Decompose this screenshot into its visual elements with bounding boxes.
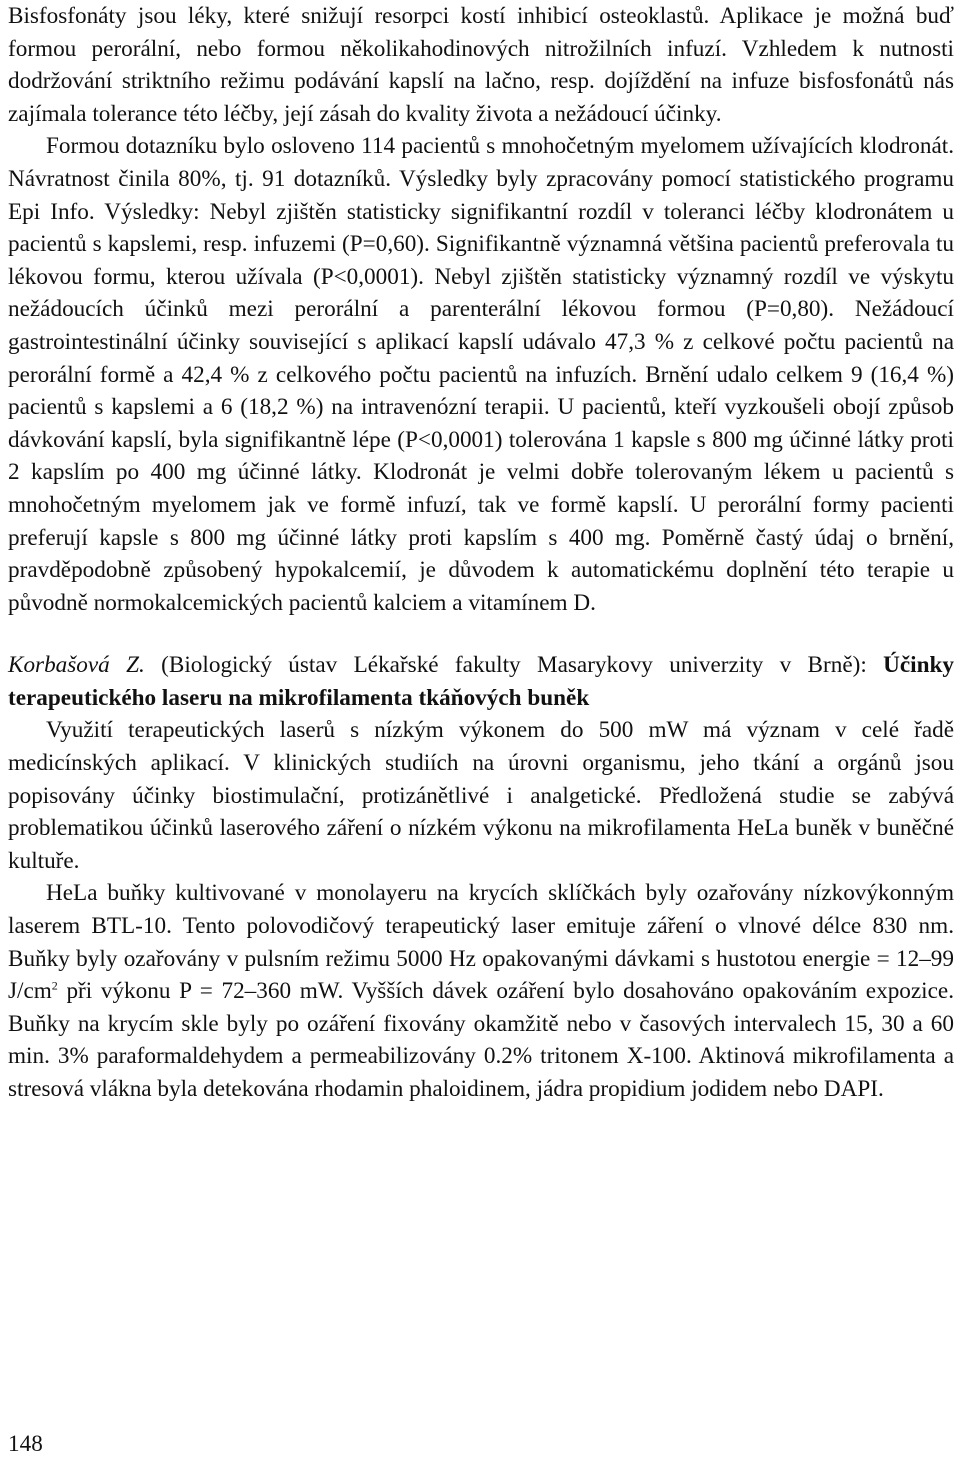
page-number: 148 xyxy=(8,1431,43,1457)
laser-methods-text-b: při výkonu P = 72–360 mW. Vyšších dávek ozáření bylo dosahováno opakováním expozice. Buňky na krycím skle byly po ozáření fixovány okamžitě nebo v časových intervalech 15, 30 a 60 min. 3% paraformaldehydem a permeabilizovány 0.2% tritonem X-100. Aktinová mikrofilamenta a stresová vlákna byla detekována rhodamin phaloidinem, jádra propidium jodidem nebo DAPI. xyxy=(8,978,954,1102)
paragraph-laser-intro: Využití terapeutických laserů s nízkým výkonem do 500 mW má význam v celé řadě medicínských aplikací. V klinických studiích na úrovni organismu, jeho tkání a orgánů jsou popisovány účinky biostimulační, protizánětlivé i analgetické. Předložená studie se zabývá problematikou účinků laserového záření o nízkém výkonu na mikrofilamenta HeLa buněk v buněčné kultuře. xyxy=(8,717,954,874)
document-page xyxy=(8,0,954,1106)
paragraph-bisphosphonates-intro: Bisfosfonáty jsou léky, které snižují resorpci kostí inhibicí osteoklastů. Aplikace je možná buď formou perorální, nebo formou několikahodinových nitrožilních infuzí. Vzhledem k nutnosti dodržování striktního režimu podávání kapslí na lačno, resp. dojíždění na infuze bisfosfonátů nás zajímala tolerance této léčby, její zásah do kvality života a nežádoucí účinky. xyxy=(8,3,954,127)
abstract-heading xyxy=(8,649,954,714)
abstract-author: Korbašová Z. xyxy=(8,652,145,679)
paragraph-laser-methods xyxy=(8,877,954,1105)
paragraph-bisphosphonates-results: Formou dotazníku bylo osloveno 114 pacientů s mnohočetným myelomem užívajících klodronát. Návratnost činila 80%, tj. 91 dotazníků. Výsledky byly zpracovány pomocí statistického programu Epi Info. Výsledky: Nebyl zjištěn statisticky signifikantní rozdíl v toleranci léčby klodronátem u pacientů s kapslemi, resp. infuzemi (P=0,60). Signifikantně významná většina pacientů preferovala tu lékovou formu, kterou užívala (P<0,0001). Nebyl zjištěn statisticky významný rozdíl ve výskytu nežádoucích účinků mezi perorální a parenterální lékovou formou (P=0,80). Nežádoucí gastrointestinální účinky související s aplikací kapslí udávalo 47,3 % z celkové počtu pacientů na perorální formě a 42,4 % z celkového počtu pacientů na infuzích. Brnění udalo celkem 9 (16,4 %) pacientů s kapslemi a 6 (18,2 %) na intravenózní terapii. U pacientů, kteří vyzkoušeli obojí způsob dávkování kapslí, byla signifikantně lépe (P<0,0001) tolerována 1 kapsle s 800 mg účinné látky proti 2 kapslím po 400 mg účinné látky. Klodronát je velmi dobře tolerovaným lékem u pacientů s mnohočetným myelomem jak ve formě infuzí, tak ve formě kapslí. U perorální formy pacienti preferují kapsle s 800 mg účinné látky proti kapslím s 400 mg. Poměrně častý údaj o brnění, pravděpodobně způsobený hypokalcemií, je důvodem k automatickému doplnění této terapie u původně normokalcemických pacientů kalciem a vitamínem D. xyxy=(8,133,954,616)
superscript-two: 2 xyxy=(51,978,58,993)
abstract-title: Účinky terapeutického laseru na mikrofilamenta tkáňových buněk xyxy=(8,652,955,711)
abstract-laser xyxy=(8,649,954,1105)
laser-methods-text-a: HeLa buňky kultivované v monolayeru na krycích sklíčkách byly ozařovány nízkovýkonným laserem BTL-10. Tento polovodičový terapeutický laser emituje záření o vlnové délce 830 nm. Buňky byly ozařovány v pulsním režimu 5000 Hz opakovanými dávkami s hustotou energie = 12–99 J/cm xyxy=(8,880,954,1005)
abstract-affiliation: (Biologický ústav Lékařské fakulty Masarykovy univerzity v Brně): xyxy=(144,652,884,679)
